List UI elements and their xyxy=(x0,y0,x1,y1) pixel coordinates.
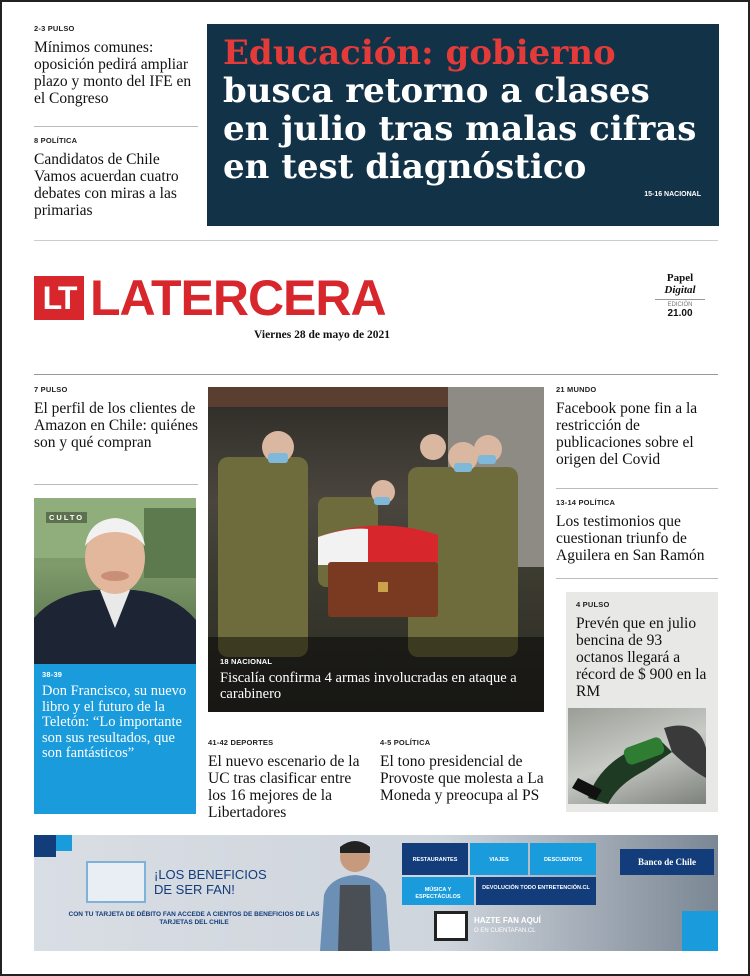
fan-card-icon xyxy=(86,861,146,903)
ad-model-illustration xyxy=(310,835,400,951)
headline: El nuevo escenario de la UC tras clasificar entre los 16 mejores de la Libertadores xyxy=(208,753,360,821)
qr-code-icon xyxy=(434,911,468,941)
kicker: 21 MUNDO xyxy=(556,385,597,394)
kicker: 13-14 POLÍTICA xyxy=(556,498,616,507)
headline: Prevén que en julio bencina de 93 octanos llegará a récord de $ 900 en la RM xyxy=(576,615,707,700)
section-tag: CULTO xyxy=(46,512,87,523)
ad-tile-musica: MÚSICA Y ESPECTÁCULOS xyxy=(402,877,474,905)
bank-logo: Banco de Chile xyxy=(620,849,714,875)
kicker: 4-5 POLÍTICA xyxy=(380,738,431,747)
ad-tile-descuentos: DESCUENTOS xyxy=(530,843,596,875)
ad-cta-label: HAZTE FAN AQUÍ xyxy=(474,916,541,925)
kicker: 41-42 DEPORTES xyxy=(208,738,274,747)
teaser-ife[interactable] xyxy=(34,24,198,107)
ad-tile-viajes: VIAJES xyxy=(470,843,528,875)
story-provoste[interactable] xyxy=(380,738,546,804)
kicker: 7 PULSO xyxy=(34,385,68,394)
ad-fine-print: CON TU TARJETA DE DÉBITO FAN ACCEDE A CIENTOS DE BENEFICIOS DE LAS TARJETAS DEL CHILE xyxy=(68,911,320,926)
fuel-nozzle-illustration xyxy=(568,708,706,804)
divider xyxy=(34,240,718,241)
kicker: 2-3 PULSO xyxy=(34,24,75,33)
ad-cta-url: O EN CUENTAFAN.CL xyxy=(474,928,536,934)
edition-label: EDICIÓN xyxy=(655,299,705,308)
main-photo[interactable] xyxy=(208,387,544,712)
headline: Fiscalía confirma 4 armas involucradas en ataque a carabinero xyxy=(220,670,517,702)
story-uc[interactable] xyxy=(208,738,372,821)
divider xyxy=(34,126,198,127)
headline: Facebook pone fin a la restricción de publicaciones sobre el origen del Covid xyxy=(556,400,698,468)
story-amazon[interactable] xyxy=(34,385,198,451)
banner-headline-red: Educación: gobierno xyxy=(223,33,616,73)
kicker: 18 NACIONAL xyxy=(220,657,273,666)
kicker: 38-39 xyxy=(42,670,63,679)
ad-title xyxy=(154,867,267,897)
digital-label: Digital xyxy=(664,284,696,296)
story-facebook[interactable] xyxy=(556,385,718,468)
headline: Mínimos comunes: oposición pedirá ampliar plazo y monto del IFE en el Congreso xyxy=(34,39,192,107)
ad-tile-devolucion: DEVOLUCIÓN TODO ENTRETENCIÓN.CL xyxy=(476,877,596,905)
teaser-debates[interactable] xyxy=(34,136,198,219)
logo-mark[interactable]: LT xyxy=(34,276,84,320)
story-don-francisco[interactable] xyxy=(34,664,196,814)
ad-title-line2: DE SER FAN! xyxy=(154,882,235,897)
edition-price: 21.00 xyxy=(667,308,693,319)
banner-section: 15-16 NACIONAL xyxy=(644,191,701,198)
ad-cta[interactable] xyxy=(474,916,541,936)
logo-text[interactable]: LATERCERA xyxy=(90,270,386,326)
main-photo-caption xyxy=(220,657,520,702)
headline: El perfil de los clientes de Amazon en Chile: quiénes son y qué compran xyxy=(34,400,198,451)
divider xyxy=(556,578,718,579)
divider xyxy=(34,484,198,485)
don-francisco-photo[interactable] xyxy=(34,498,196,664)
fuel-pump-photo[interactable] xyxy=(568,708,706,804)
divider xyxy=(556,488,718,489)
ad-corner-square xyxy=(34,835,56,857)
edition-date: Viernes 28 de mayo de 2021 xyxy=(254,329,390,341)
ad-tile-restaurantes: RESTAURANTES xyxy=(402,843,468,875)
lead-banner[interactable] xyxy=(207,24,719,226)
advertisement-banner[interactable] xyxy=(34,835,718,951)
headline: Candidatos de Chile Vamos acuerdan cuatro debates con miras a las primarias xyxy=(34,151,179,219)
story-aguilera[interactable] xyxy=(556,498,718,564)
ad-corner-square xyxy=(682,911,718,951)
papel-label: Papel xyxy=(666,272,694,284)
ad-title-line1: ¡LOS BENEFICIOS xyxy=(154,867,267,882)
divider xyxy=(34,374,718,375)
kicker: 8 POLÍTICA xyxy=(34,136,78,145)
ad-corner-square xyxy=(56,835,72,851)
banner-headline-white: busca retorno a clases en julio tras malas cifras en test diagnóstico xyxy=(223,71,697,187)
headline: Don Francisco, su nuevo libro y el futuro de la Teletón: “Lo importante son sus resultados, que son fantásticos” xyxy=(42,683,187,761)
papel-digital-badge[interactable] xyxy=(655,272,705,319)
headline: El tono presidencial de Provoste que molesta a La Moneda y preocupa al PS xyxy=(380,753,544,804)
kicker: 4 PULSO xyxy=(576,600,610,609)
headline: Los testimonios que cuestionan triunfo de Aguilera en San Ramón xyxy=(556,513,705,564)
